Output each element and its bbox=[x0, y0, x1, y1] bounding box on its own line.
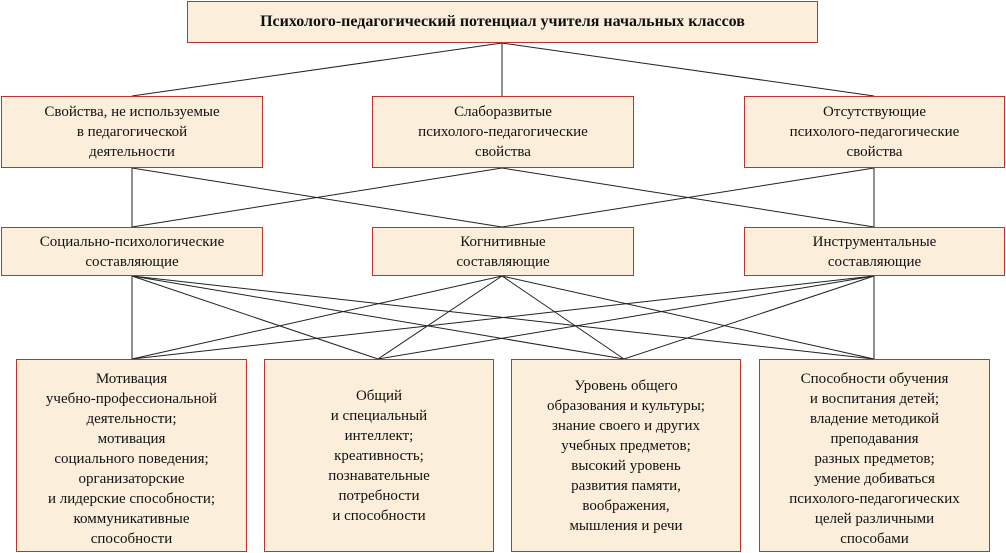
unused-properties-box bbox=[1, 96, 263, 168]
intellect-box bbox=[264, 359, 494, 552]
underdeveloped-properties-text: Слаборазвитые психолого-педагогические свойства bbox=[418, 104, 588, 160]
teaching-abilities-text: Способности обучения и воспитания детей; владение методикой преподавания разных предметов; умение добиваться психолого-педагогических целей различными способами bbox=[789, 371, 960, 547]
teaching-abilities-box bbox=[759, 359, 990, 552]
missing-properties-text: Отсутствующие психолого-педагогические свойства bbox=[789, 104, 960, 160]
instrumental-box bbox=[744, 227, 1005, 276]
connector-line bbox=[378, 276, 502, 359]
social-psychological-text: Социально-психологические составляющие bbox=[39, 233, 225, 270]
connector-line bbox=[132, 276, 502, 359]
social-psychological-box bbox=[1, 227, 263, 276]
education-level-box bbox=[511, 359, 741, 552]
connector-line bbox=[624, 276, 874, 359]
connector-line bbox=[502, 43, 874, 96]
instrumental-text: Инструментальные составляющие bbox=[812, 233, 937, 270]
connector-line bbox=[132, 276, 624, 359]
unused-properties-text: Свойства, не используемые в педагогической деятельности bbox=[44, 104, 220, 160]
title-box bbox=[187, 1, 818, 43]
title-text: Психолого-педагогический потенциал учителя начальных классов bbox=[260, 13, 745, 30]
cognitive-box bbox=[372, 227, 634, 276]
motivation-text: Мотивация учебно-профессиональной деятельности; мотивация социального поведения; организаторские и лидерские способности; коммуникативные способности bbox=[45, 371, 218, 547]
underdeveloped-properties-box bbox=[372, 96, 634, 168]
connector-line bbox=[502, 276, 624, 359]
cognitive-text: Когнитивные составляющие bbox=[456, 233, 550, 270]
motivation-box bbox=[16, 359, 247, 552]
intellect-text: Общий и специальный интеллект; креативность; познавательные потребности и способности bbox=[328, 387, 430, 524]
connector-line bbox=[132, 43, 502, 96]
connector-line bbox=[132, 276, 378, 359]
connector-line bbox=[502, 276, 874, 359]
education-level-text: Уровень общего образования и культуры; знание своего и других учебных предметов; высокий уровень развития памяти, воображения, мышления и речи bbox=[547, 378, 705, 534]
connector-line bbox=[378, 276, 874, 359]
missing-properties-box bbox=[744, 96, 1005, 168]
